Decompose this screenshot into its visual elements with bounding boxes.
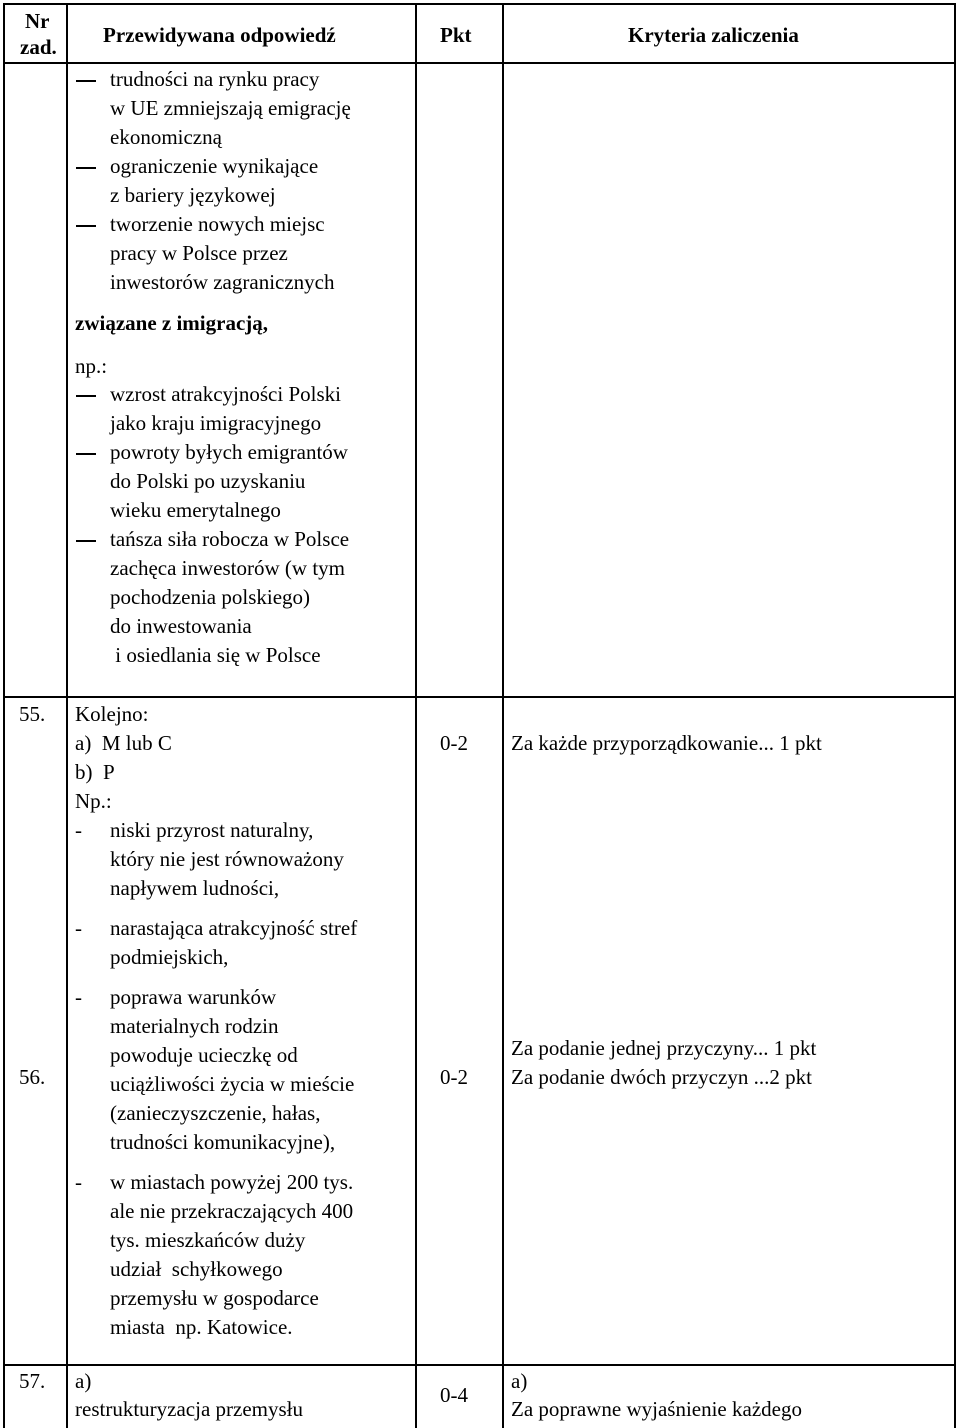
list-item-line: pracy w Polsce przez [110,241,288,265]
list-item-line: niski przyrost naturalny, [110,818,314,842]
list-item-line: miasta np. Katowice. [110,1315,293,1339]
row-separator [3,1364,956,1366]
header-answer: Przewidywana odpowiedź [103,23,336,47]
answer-key-table [3,3,956,1428]
table-border-left [3,3,5,1428]
list-item-line: trudności komunikacyjne), [110,1130,336,1154]
list-item-line: ekonomiczną [110,125,222,149]
answer-option: b) P [75,760,115,784]
np-label: np.: [75,354,108,378]
criteria-text: Za podanie dwóch przyczyn ...2 pkt [511,1065,812,1089]
answer-text: restrukturyzacja przemysłu [75,1397,303,1421]
list-item-line: przemysłu w gospodarce [110,1286,319,1310]
list-item-line: powoduje ucieczkę od [110,1043,298,1067]
list-item-line: tworzenie nowych miejsc [110,212,325,236]
np-label: Np.: [75,789,112,813]
list-item-line: udział schyłkowego [110,1257,283,1281]
list-item-line: jako kraju imigracyjnego [110,411,322,435]
answer-option: a) M lub C [75,731,172,755]
list-item-line: w UE zmniejszają emigrację [110,96,351,120]
dash-bullet [76,395,96,397]
task-number: 55. [19,702,46,726]
criteria-text: Za poprawne wyjaśnienie każdego [511,1397,802,1421]
header-points: Pkt [440,23,472,47]
list-item-line: trudności na rynku pracy [110,67,320,91]
criteria-text: Za każde przyporządkowanie... 1 pkt [511,731,822,755]
criteria-text: Za podanie jednej przyczyny... 1 pkt [511,1036,817,1060]
list-item-line: tys. mieszkańców duży [110,1228,306,1252]
points-value: 0-4 [440,1383,468,1407]
header-zad: zad. [20,35,57,59]
dash-bullet [76,540,96,542]
points-value: 0-2 [440,1065,468,1089]
list-item-line: do Polski po uzyskaniu [110,469,306,493]
dash-bullet [76,80,96,82]
column-separator [502,3,504,1428]
column-separator [66,3,68,1428]
list-item-line: z bariery językowej [110,183,276,207]
task-number: 56. [19,1065,46,1089]
list-item-line: ograniczenie wynikające [110,154,319,178]
answer-intro: Kolejno: [75,702,149,726]
criteria-subpoint: a) [511,1369,528,1393]
points-value: 0-2 [440,731,468,755]
hyphen-bullet: - [75,1170,82,1194]
list-item-line: narastająca atrakcyjność stref [110,916,358,940]
dash-bullet [76,225,96,227]
list-item-line: powroty byłych emigrantów [110,440,348,464]
list-item-line: w miastach powyżej 200 tys. [110,1170,354,1194]
list-item-line: podmiejskich, [110,945,229,969]
list-item-line: i osiedlania się w Polsce [110,643,321,667]
list-item-line: do inwestowania [110,614,252,638]
dash-bullet [76,453,96,455]
list-item-line: ale nie przekraczających 400 [110,1199,354,1223]
table-border-top [3,3,956,5]
table-border-right [954,3,956,1428]
hyphen-bullet: - [75,985,82,1009]
hyphen-bullet: - [75,916,82,940]
list-item-line: (zanieczyszczenie, hałas, [110,1101,321,1125]
hyphen-bullet: - [75,818,82,842]
section-heading: związane z imigracją, [75,311,269,335]
list-item-line: wieku emerytalnego [110,498,281,522]
list-item-line: uciążliwości życia w mieście [110,1072,355,1096]
list-item-line: poprawa warunków [110,985,277,1009]
list-item-line: który nie jest równoważony [110,847,344,871]
dash-bullet [76,167,96,169]
list-item-line: inwestorów zagranicznych [110,270,335,294]
header-separator [3,62,956,64]
answer-subpoint: a) [75,1369,92,1393]
list-item-line: tańsza siła robocza w Polsce [110,527,350,551]
column-separator [415,3,417,1428]
header-criteria: Kryteria zaliczenia [628,23,799,47]
list-item-line: zachęca inwestorów (w tym [110,556,345,580]
task-number: 57. [19,1369,46,1393]
list-item-line: wzrost atrakcyjności Polski [110,382,341,406]
header-nr: Nr [25,9,50,33]
row-separator [3,696,956,698]
list-item-line: materialnych rodzin [110,1014,279,1038]
list-item-line: pochodzenia polskiego) [110,585,311,609]
list-item-line: napływem ludności, [110,876,280,900]
